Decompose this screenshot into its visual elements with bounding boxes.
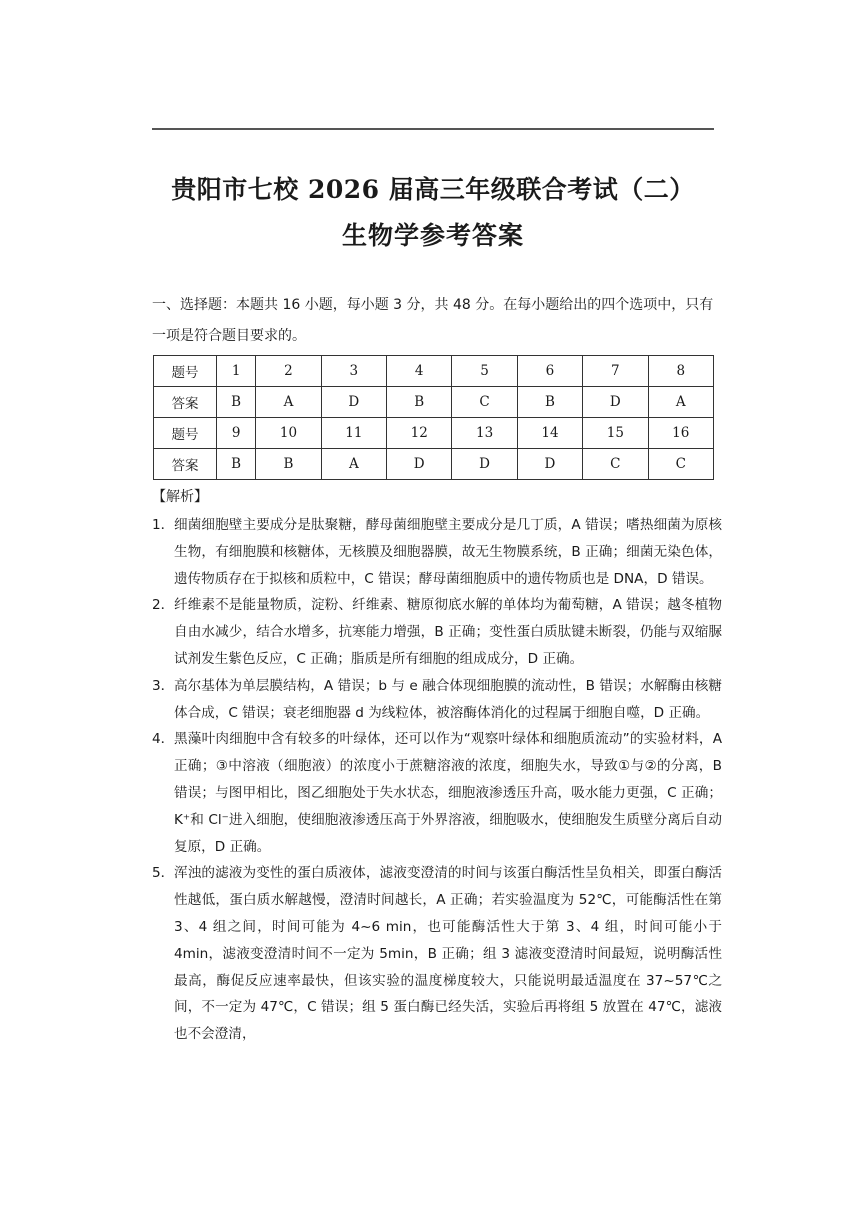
table-cell: D [387, 449, 452, 480]
table-cell: 14 [517, 418, 582, 449]
table-cell: B [217, 449, 256, 480]
row-label: 题号 [154, 418, 217, 449]
item-text: 浑浊的滤液为变性的蛋白质液体，滤液变澄清的时间与该蛋白酶活性呈负相关，即蛋白酶活性越低，蛋白质水解越慢，澄清时间越长，A 正确；若实验温度为 52℃，可能酶活性在第 3、4 组之间，时间可能为 4~6 min，也可能酶活性大于第 3、4 组，时间可能小于 4min，滤液变澄清时间不一定为 5min，B 正确；组 3 滤液变澄清时间最短，说明酶活性最高，酶促反应速率最快，但该实验的温度梯度较大，只能说明最适温度在 37~57℃之间，不一定为 47℃，C 错误；组 5 蛋白酶已经失活，实验后再将组 5 放置在 47℃，滤液也不会澄清， [174, 865, 722, 1043]
item-number: 3． [152, 677, 175, 694]
item-text: 纤维素不是能量物质，淀粉、纤维素、糖原彻底水解的单体均为葡萄糖，A 错误；越冬植物自由水减少，结合水增多，抗寒能力增强，B 正确；变性蛋白质肽键未断裂，仍能与双缩脲试剂发生紫色反应，C 正确；脂质是所有细胞的组成成分，D 正确。 [174, 597, 722, 667]
list-item [152, 860, 722, 1048]
table-cell: 5 [452, 356, 517, 387]
table-cell: B [256, 449, 321, 480]
answer-table [153, 355, 714, 480]
table-cell: A [321, 449, 386, 480]
table-row-questions-2 [154, 418, 714, 449]
table-cell: A [256, 387, 321, 418]
table-row-questions-1 [154, 356, 714, 387]
item-number: 5． [152, 865, 175, 882]
item-text: 黑藻叶肉细胞中含有较多的叶绿体，还可以作为“观察叶绿体和细胞质流动”的实验材料，A 正确；③中溶液（细胞液）的浓度小于蔗糖溶液的浓度，细胞失水，导致①与②的分离，B 错误；与图甲相比，图乙细胞处于失水状态，细胞液渗透压升高，吸水能力更强，C 正确；K⁺和 Cl⁻进入细胞，使细胞液渗透压高于外界溶液，细胞吸水，使细胞发生质壁分离后自动复原，D 正确。 [174, 731, 722, 855]
table-cell: B [217, 387, 256, 418]
row-label: 答案 [154, 387, 217, 418]
table-cell: 4 [387, 356, 452, 387]
table-cell: 15 [583, 418, 648, 449]
table-cell: 11 [321, 418, 386, 449]
analysis-list [152, 512, 722, 1048]
item-text: 细菌细胞壁主要成分是肽聚糖，酵母菌细胞壁主要成分是几丁质，A 错误；嗜热细菌为原核生物，有细胞膜和核糖体，无核膜及细胞器膜，故无生物膜系统，B 正确；细菌无染色体，遗传物质存在于拟核和质粒中，C 错误；酵母菌细胞质中的遗传物质也是 DNA，D 错误。 [174, 517, 722, 587]
table-cell: D [517, 449, 582, 480]
list-item [152, 592, 722, 672]
item-text: 高尔基体为单层膜结构，A 错误；b 与 e 融合体现细胞膜的流动性，B 错误；水解酶由核糖体合成，C 错误；衰老细胞器 d 为线粒体，被溶酶体消化的过程属于细胞自噬，D 正确。 [174, 677, 722, 721]
item-number: 2． [152, 597, 175, 614]
row-label: 题号 [154, 356, 217, 387]
item-number: 1． [152, 517, 175, 533]
list-item [152, 673, 722, 727]
table-cell: D [321, 387, 386, 418]
table-cell: B [517, 387, 582, 418]
table-cell: C [583, 449, 648, 480]
table-row-answers-2 [154, 449, 714, 480]
header-rule [152, 128, 714, 130]
analysis-heading: 【解析】 [152, 489, 208, 505]
table-cell: 10 [256, 418, 321, 449]
table-cell: C [452, 387, 517, 418]
list-item [152, 726, 722, 860]
page-title: 贵阳市七校 2026 届高三年级联合考试（二） [171, 175, 695, 204]
table-cell: 1 [217, 356, 256, 387]
list-item [152, 512, 722, 592]
table-cell: 2 [256, 356, 321, 387]
table-cell: A [648, 387, 713, 418]
section-heading: 一、选择题：本题共 16 小题，每小题 3 分，共 48 分。在每小题给出的四个选项中，只有一项是符合题目要求的。 [152, 297, 714, 344]
table-cell: 9 [217, 418, 256, 449]
table-cell: 8 [648, 356, 713, 387]
table-cell: 3 [321, 356, 386, 387]
table-cell: 7 [583, 356, 648, 387]
item-number: 4． [152, 731, 175, 748]
row-label: 答案 [154, 449, 217, 480]
table-cell: 13 [452, 418, 517, 449]
page-subtitle: 生物学参考答案 [341, 221, 524, 250]
table-cell: D [452, 449, 517, 480]
table-cell: 16 [648, 418, 713, 449]
table-cell: B [387, 387, 452, 418]
table-cell: 6 [517, 356, 582, 387]
table-cell: 12 [387, 418, 452, 449]
table-cell: C [648, 449, 713, 480]
table-cell: D [583, 387, 648, 418]
table-row-answers-1 [154, 387, 714, 418]
